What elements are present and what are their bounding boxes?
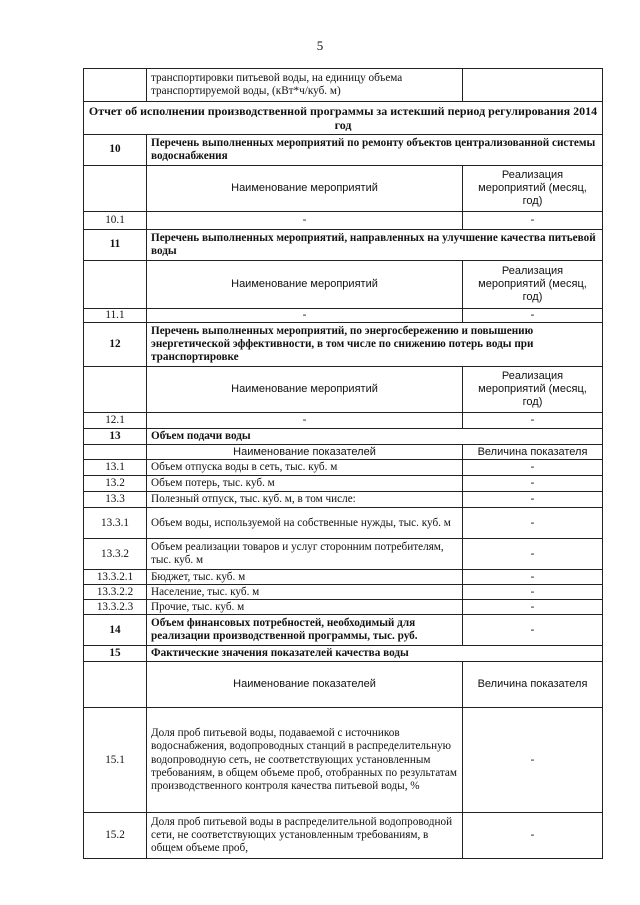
table-row bbox=[84, 413, 603, 429]
empty-cell bbox=[84, 69, 147, 102]
table-row bbox=[84, 508, 603, 539]
row-name: Бюджет, тыс. куб. м bbox=[147, 570, 463, 585]
row-value: - bbox=[463, 708, 603, 813]
row-name: Прочие, тыс. куб. м bbox=[147, 600, 463, 615]
report-title: Отчет об исполнении производственной программы за истекший период регулирования 2014 год bbox=[84, 102, 603, 135]
row-number: 11.1 bbox=[84, 309, 147, 323]
column-header-name: Наименование мероприятий bbox=[147, 166, 463, 212]
page-number: 5 bbox=[316, 38, 324, 53]
table-row bbox=[84, 585, 603, 600]
empty-cell bbox=[84, 166, 147, 212]
column-header-row bbox=[84, 367, 603, 413]
row-value: - bbox=[463, 508, 603, 539]
row-value: - bbox=[463, 539, 603, 570]
row-number: 15.2 bbox=[84, 813, 147, 859]
section-number: 10 bbox=[84, 135, 147, 166]
continuation-row bbox=[84, 69, 603, 102]
section-header-row bbox=[84, 135, 603, 166]
row-number: 13.3.2 bbox=[84, 539, 147, 570]
section-number: 15 bbox=[84, 646, 147, 662]
section-header-row bbox=[84, 323, 603, 367]
section-title: Фактические значения показателей качества воды bbox=[147, 646, 603, 662]
row-number: 15.1 bbox=[84, 708, 147, 813]
row-number: 12.1 bbox=[84, 413, 147, 429]
row-value: - bbox=[463, 476, 603, 492]
row-name: Полезный отпуск, тыс. куб. м, в том числе: bbox=[147, 492, 463, 508]
table-row bbox=[84, 813, 603, 859]
column-header-value: Реализация мероприятий (месяц, год) bbox=[463, 367, 603, 413]
column-header-name: Наименование мероприятий bbox=[147, 261, 463, 309]
column-header-value: Величина показателя bbox=[463, 445, 603, 460]
empty-cell bbox=[84, 445, 147, 460]
row-value: - bbox=[463, 813, 603, 859]
production-program-table bbox=[83, 68, 603, 859]
row-name: Объем отпуска воды в сеть, тыс. куб. м bbox=[147, 460, 463, 476]
row-name: - bbox=[147, 212, 463, 230]
row-value: - bbox=[463, 492, 603, 508]
empty-cell bbox=[463, 69, 603, 102]
column-header-value: Величина показателя bbox=[463, 662, 603, 708]
row-number: 13.3.2.2 bbox=[84, 585, 147, 600]
row-number: 10.1 bbox=[84, 212, 147, 230]
table-row bbox=[84, 600, 603, 615]
empty-cell bbox=[84, 261, 147, 309]
table-row bbox=[84, 460, 603, 476]
section-title: Объем финансовых потребностей, необходимый для реализации производственной программы, тыс. руб. bbox=[147, 615, 463, 646]
row-value: - bbox=[463, 615, 603, 646]
column-header-name: Наименование показателей bbox=[147, 445, 463, 460]
section-title: Объем подачи воды bbox=[147, 429, 603, 445]
row-name: - bbox=[147, 309, 463, 323]
empty-cell bbox=[84, 367, 147, 413]
column-header-value: Реализация мероприятий (месяц, год) bbox=[463, 261, 603, 309]
row-value: - bbox=[463, 413, 603, 429]
section-header-row bbox=[84, 615, 603, 646]
section-title: Перечень выполненных мероприятий, по энергосбережению и повышению энергетической эффективности, в том числе по снижению потерь воды при транспортировке bbox=[147, 323, 603, 367]
row-number: 13.2 bbox=[84, 476, 147, 492]
section-number: 13 bbox=[84, 429, 147, 445]
row-value: - bbox=[463, 585, 603, 600]
row-value: - bbox=[463, 212, 603, 230]
row-number: 13.3.2.1 bbox=[84, 570, 147, 585]
column-header-row bbox=[84, 261, 603, 309]
report-title-row bbox=[84, 102, 603, 135]
section-header-row bbox=[84, 646, 603, 662]
row-name: Объем реализации товаров и услуг сторонним потребителям, тыс. куб. м bbox=[147, 539, 463, 570]
column-header-row bbox=[84, 166, 603, 212]
table-row bbox=[84, 309, 603, 323]
section-title: Перечень выполненных мероприятий, направленных на улучшение качества питьевой воды bbox=[147, 230, 603, 261]
column-header-row bbox=[84, 445, 603, 460]
row-name: - bbox=[147, 413, 463, 429]
table-row bbox=[84, 476, 603, 492]
section-number: 11 bbox=[84, 230, 147, 261]
section-header-row bbox=[84, 230, 603, 261]
row-number: 13.3.2.3 bbox=[84, 600, 147, 615]
table-row bbox=[84, 212, 603, 230]
empty-cell bbox=[84, 662, 147, 708]
row-name: Доля проб питьевой воды в распределительной водопроводной сети, не соответствующих установленным требованиям, в общем объеме проб, bbox=[147, 813, 463, 859]
row-number: 13.3 bbox=[84, 492, 147, 508]
row-value: - bbox=[463, 460, 603, 476]
row-name: Доля проб питьевой воды, подаваемой с источников водоснабжения, водопроводных станций в распределительную водопроводную сеть, не соответствующих установленным требованиям, в общем объеме проб, отобранных по результатам производственного контроля качества питьевой воды, % bbox=[147, 708, 463, 813]
table-row bbox=[84, 539, 603, 570]
continuation-text: транспортировки питьевой воды, на единицу объема транспортируемой воды, (кВт*ч/куб. м) bbox=[147, 69, 463, 102]
row-number: 13.1 bbox=[84, 460, 147, 476]
row-value: - bbox=[463, 309, 603, 323]
row-name: Объем воды, используемой на собственные нужды, тыс. куб. м bbox=[147, 508, 463, 539]
column-header-value: Реализация мероприятий (месяц, год) bbox=[463, 166, 603, 212]
table-row bbox=[84, 570, 603, 585]
section-number: 14 bbox=[84, 615, 147, 646]
table-row bbox=[84, 492, 603, 508]
section-title: Перечень выполненных мероприятий по ремонту объектов централизованной системы водоснабжения bbox=[147, 135, 603, 166]
column-header-name: Наименование показателей bbox=[147, 662, 463, 708]
column-header-name: Наименование мероприятий bbox=[147, 367, 463, 413]
row-value: - bbox=[463, 600, 603, 615]
section-header-row bbox=[84, 429, 603, 445]
row-name: Население, тыс. куб. м bbox=[147, 585, 463, 600]
table-row bbox=[84, 708, 603, 813]
section-number: 12 bbox=[84, 323, 147, 367]
column-header-row bbox=[84, 662, 603, 708]
row-name: Объем потерь, тыс. куб. м bbox=[147, 476, 463, 492]
row-value: - bbox=[463, 570, 603, 585]
row-number: 13.3.1 bbox=[84, 508, 147, 539]
